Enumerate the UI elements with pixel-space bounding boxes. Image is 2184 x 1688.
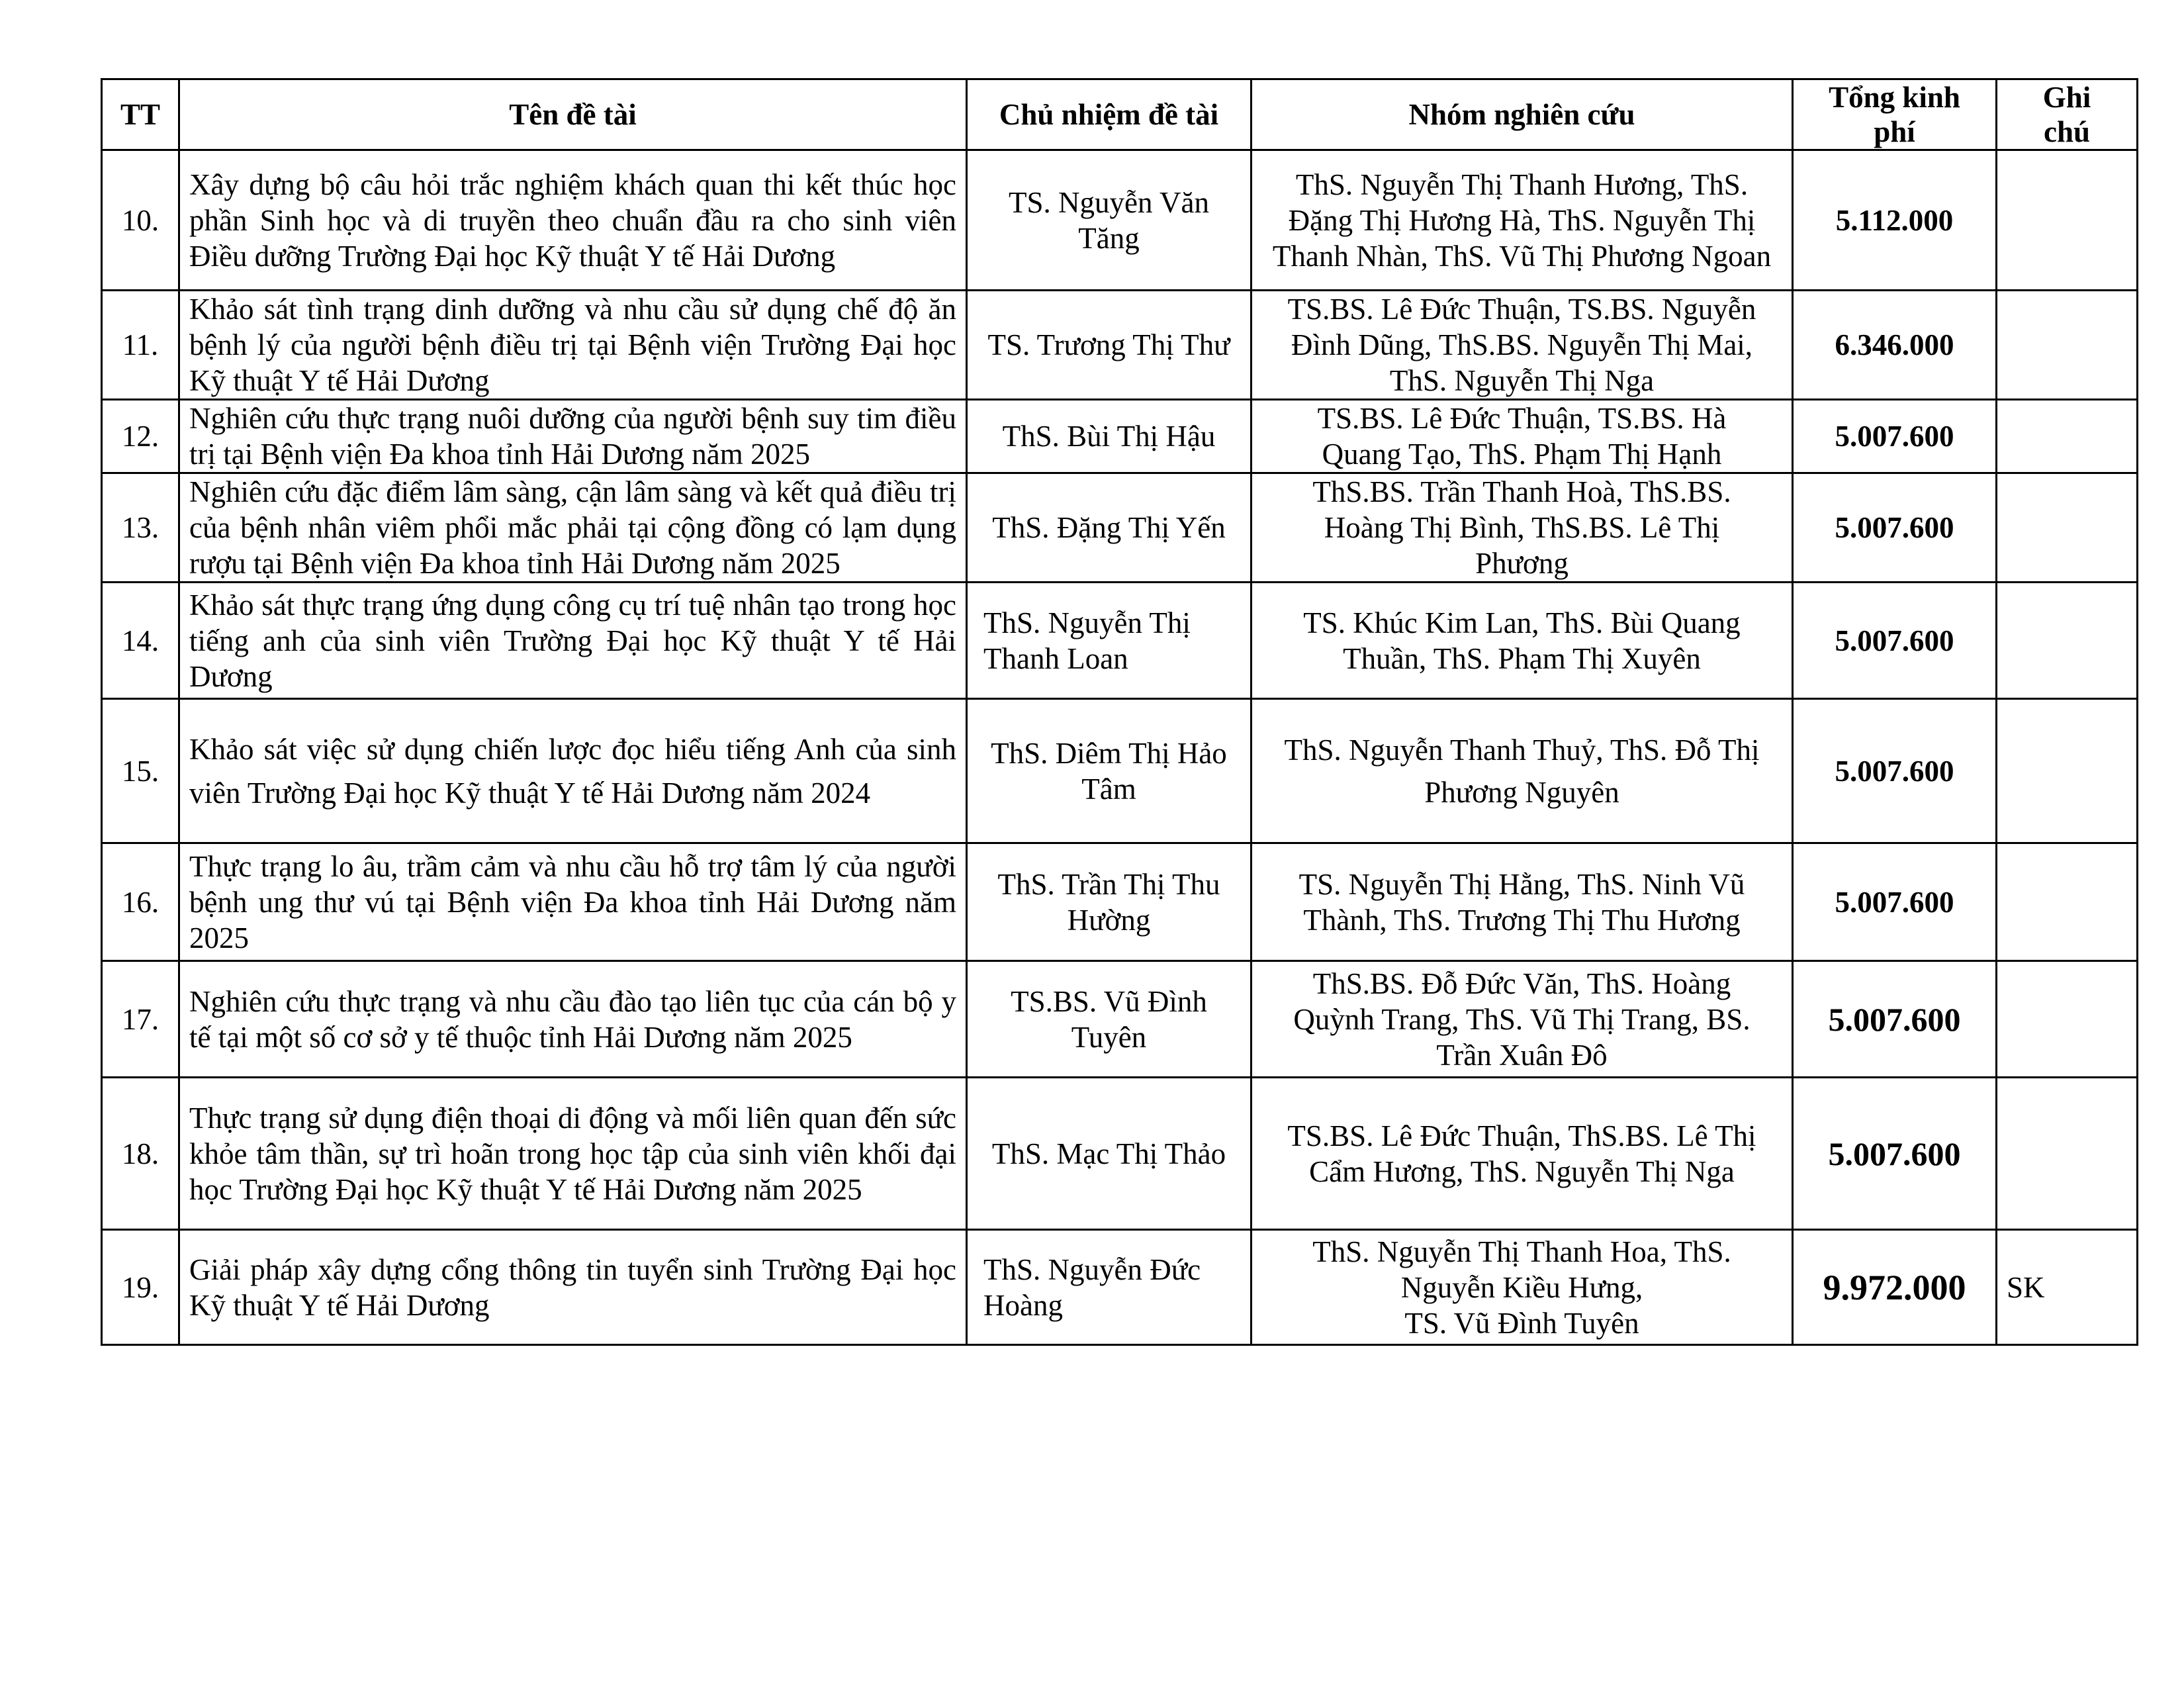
row-title: Khảo sát thực trạng ứng dụng công cụ trí tuệ nhân tạo trong học tiếng anh của sinh viên Trường Đại học Kỹ thuật Y tế Hải Dương [179, 583, 967, 699]
header-tt: TT [102, 79, 179, 150]
row-note: SK [1997, 1230, 2138, 1345]
row-cost: 5.007.600 [1793, 961, 1997, 1078]
row-group: ThS. Nguyễn Thị Thanh Hương, ThS. Đặng Thị Hương Hà, ThS. Nguyễn Thị Thanh Nhàn, ThS. Vũ Thị Phương Ngoan [1251, 150, 1793, 291]
row-group: ThS.BS. Trần Thanh Hoà, ThS.BS. Hoàng Thị Bình, ThS.BS. Lê Thị Phương [1251, 473, 1793, 583]
row-note [1997, 961, 2138, 1078]
row-lead: ThS. Mạc Thị Thảo [967, 1078, 1251, 1230]
row-note [1997, 583, 2138, 699]
row-lead: TS.BS. Vũ Đình Tuyên [967, 961, 1251, 1078]
table-row [102, 961, 2138, 1078]
row-tt: 13. [102, 473, 179, 583]
row-cost: 5.007.600 [1793, 843, 1997, 961]
row-title: Nghiên cứu thực trạng nuôi dưỡng của người bệnh suy tim điều trị tại Bệnh viện Đa khoa tỉnh Hải Dương năm 2025 [179, 400, 967, 473]
header-row [102, 79, 2138, 150]
row-lead: ThS. Đặng Thị Yến [967, 473, 1251, 583]
row-tt: 12. [102, 400, 179, 473]
row-cost: 6.346.000 [1793, 291, 1997, 400]
table-row [102, 699, 2138, 843]
row-group: TS. Khúc Kim Lan, ThS. Bùi Quang Thuần, ThS. Phạm Thị Xuyên [1251, 583, 1793, 699]
row-note [1997, 473, 2138, 583]
row-title: Nghiên cứu thực trạng và nhu cầu đào tạo liên tục của cán bộ y tế tại một số cơ sở y tế thuộc tỉnh Hải Dương năm 2025 [179, 961, 967, 1078]
row-lead: TS. Nguyễn Văn Tăng [967, 150, 1251, 291]
row-cost: 5.007.600 [1793, 699, 1997, 843]
row-title: Nghiên cứu đặc điểm lâm sàng, cận lâm sàng và kết quả điều trị của bệnh nhân viêm phổi mắc phải tại cộng đồng có lạm dụng rượu tại Bệnh viện Đa khoa tỉnh Hải Dương năm 2025 [179, 473, 967, 583]
row-group: ThS.BS. Đỗ Đức Văn, ThS. Hoàng Quỳnh Trang, ThS. Vũ Thị Trang, BS. Trần Xuân Đô [1251, 961, 1793, 1078]
table-row [102, 1230, 2138, 1345]
row-group: ThS. Nguyễn Thanh Thuỷ, ThS. Đỗ Thị Phương Nguyên [1251, 699, 1793, 843]
table-row [102, 843, 2138, 961]
row-note [1997, 1078, 2138, 1230]
table-row [102, 1078, 2138, 1230]
research-topics-table [101, 78, 2138, 1346]
row-title: Xây dựng bộ câu hỏi trắc nghiệm khách quan thi kết thúc học phần Sinh học và di truyền theo chuẩn đầu ra cho sinh viên Điều dưỡng Trường Đại học Kỹ thuật Y tế Hải Dương [179, 150, 967, 291]
row-group: TS.BS. Lê Đức Thuận, ThS.BS. Lê Thị Cẩm Hương, ThS. Nguyễn Thị Nga [1251, 1078, 1793, 1230]
row-lead: ThS. Diêm Thị Hảo Tâm [967, 699, 1251, 843]
row-tt: 15. [102, 699, 179, 843]
row-title: Khảo sát tình trạng dinh dưỡng và nhu cầu sử dụng chế độ ăn bệnh lý của người bệnh điều trị tại Bệnh viện Trường Đại học Kỹ thuật Y tế Hải Dương [179, 291, 967, 400]
row-title: Giải pháp xây dựng cổng thông tin tuyển sinh Trường Đại học Kỹ thuật Y tế Hải Dương [179, 1230, 967, 1345]
row-title: Khảo sát việc sử dụng chiến lược đọc hiểu tiếng Anh của sinh viên Trường Đại học Kỹ thuật Y tế Hải Dương năm 2024 [179, 699, 967, 843]
table-row [102, 473, 2138, 583]
header-lead: Chủ nhiệm đề tài [967, 79, 1251, 150]
row-cost: 5.007.600 [1793, 1078, 1997, 1230]
header-note: Ghi chú [1997, 79, 2138, 150]
table-row [102, 583, 2138, 699]
row-note [1997, 400, 2138, 473]
row-cost: 5.007.600 [1793, 400, 1997, 473]
row-note [1997, 291, 2138, 400]
table-row [102, 291, 2138, 400]
row-lead: ThS. Nguyễn Thị Thanh Loan [967, 583, 1251, 699]
row-cost: 5.007.600 [1793, 583, 1997, 699]
row-group: TS.BS. Lê Đức Thuận, TS.BS. Hà Quang Tạo, ThS. Phạm Thị Hạnh [1251, 400, 1793, 473]
row-lead: ThS. Nguyễn Đức Hoàng [967, 1230, 1251, 1345]
header-group: Nhóm nghiên cứu [1251, 79, 1793, 150]
table-row [102, 400, 2138, 473]
row-lead: ThS. Trần Thị Thu Hường [967, 843, 1251, 961]
row-tt: 11. [102, 291, 179, 400]
row-cost: 5.112.000 [1793, 150, 1997, 291]
row-note [1997, 699, 2138, 843]
row-lead: ThS. Bùi Thị Hậu [967, 400, 1251, 473]
row-title: Thực trạng sử dụng điện thoại di động và mối liên quan đến sức khỏe tâm thần, sự trì hoãn trong học tập của sinh viên khối đại học Trường Đại học Kỹ thuật Y tế Hải Dương năm 2025 [179, 1078, 967, 1230]
header-cost: Tổng kinh phí [1793, 79, 1997, 150]
row-note [1997, 150, 2138, 291]
row-tt: 10. [102, 150, 179, 291]
row-cost: 9.972.000 [1793, 1230, 1997, 1345]
row-tt: 17. [102, 961, 179, 1078]
header-title: Tên đề tài [179, 79, 967, 150]
row-cost: 5.007.600 [1793, 473, 1997, 583]
row-tt: 16. [102, 843, 179, 961]
row-group: ThS. Nguyễn Thị Thanh Hoa, ThS. Nguyễn Kiều Hưng, TS. Vũ Đình Tuyên [1251, 1230, 1793, 1345]
row-tt: 19. [102, 1230, 179, 1345]
row-tt: 18. [102, 1078, 179, 1230]
row-title: Thực trạng lo âu, trầm cảm và nhu cầu hỗ trợ tâm lý của người bệnh ung thư vú tại Bệnh viện Đa khoa tỉnh Hải Dương năm 2025 [179, 843, 967, 961]
table-row [102, 150, 2138, 291]
row-note [1997, 843, 2138, 961]
row-group: TS.BS. Lê Đức Thuận, TS.BS. Nguyễn Đình Dũng, ThS.BS. Nguyễn Thị Mai, ThS. Nguyễn Thị Nga [1251, 291, 1793, 400]
row-lead: TS. Trương Thị Thư [967, 291, 1251, 400]
row-group: TS. Nguyễn Thị Hằng, ThS. Ninh Vũ Thành, ThS. Trương Thị Thu Hương [1251, 843, 1793, 961]
row-tt: 14. [102, 583, 179, 699]
